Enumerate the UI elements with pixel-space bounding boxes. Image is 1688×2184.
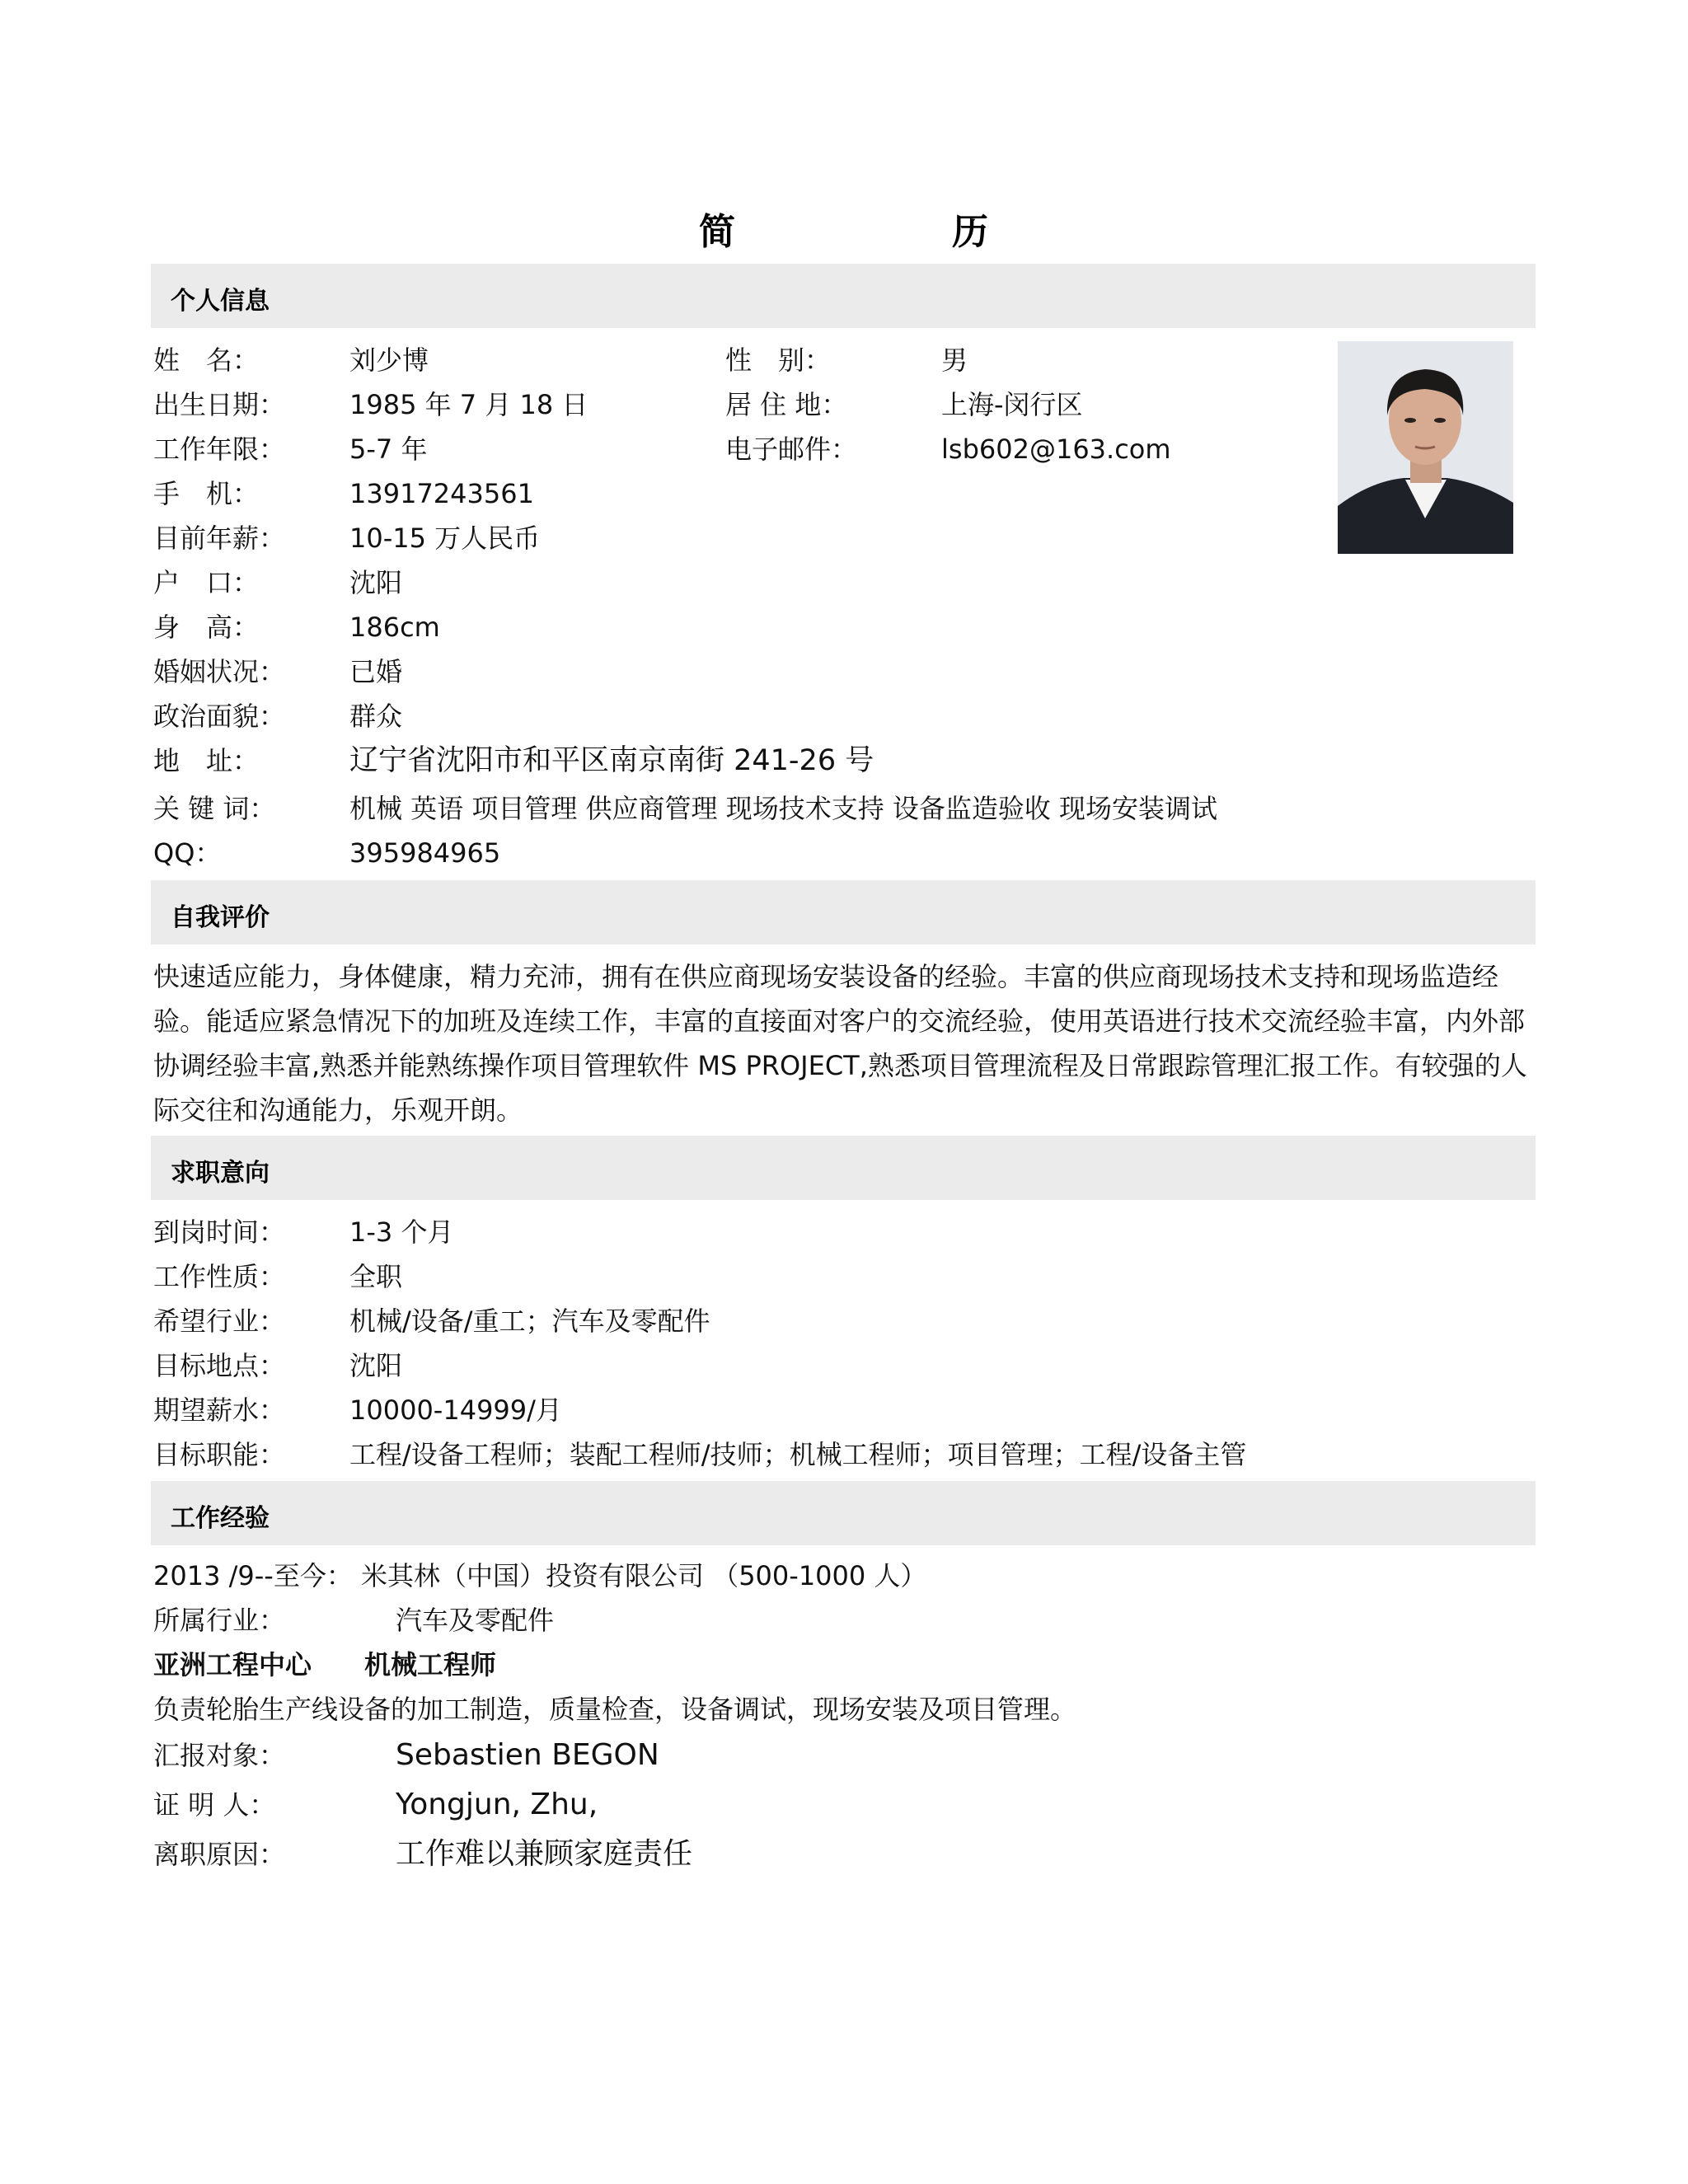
info-value: 沈阳	[349, 567, 403, 598]
work-report-row	[153, 1732, 659, 1779]
info-value: 395984965	[349, 837, 501, 869]
info-label: 居 住 地：	[725, 389, 848, 420]
info-label: QQ：	[153, 837, 222, 869]
work-value: Yongjun, Zhu,	[396, 1788, 598, 1821]
profile-photo	[1338, 341, 1513, 554]
info-label: 地 址：	[153, 745, 260, 776]
intent-label: 希望行业：	[153, 1305, 286, 1337]
info-label: 出生日期：	[153, 389, 286, 420]
work-label: 汇报对象：	[153, 1740, 286, 1771]
info-label: 政治面貌：	[153, 701, 286, 732]
info-value: 10-15 万人民币	[349, 523, 541, 554]
work-label: 所属行业：	[153, 1605, 286, 1636]
info-value: lsb602@163.com	[941, 434, 1171, 465]
intent-label: 工作性质：	[153, 1261, 286, 1292]
intent-value: 10000-14999/月	[349, 1394, 562, 1426]
work-leave-row	[153, 1831, 693, 1877]
info-value: 辽宁省沈阳市和平区南京南街 241-26 号	[349, 744, 874, 777]
section-title: 自我评价	[171, 903, 270, 932]
section-title: 工作经验	[171, 1504, 270, 1533]
info-label: 电子邮件：	[725, 434, 858, 465]
info-value: 1985 年 7 月 18 日	[349, 389, 588, 420]
info-value: 群众	[349, 701, 403, 732]
intent-value: 机械/设备/重工；汽车及零配件	[349, 1305, 710, 1337]
work-value: 工作难以兼顾家庭责任	[396, 1837, 693, 1871]
work-label: 离职原因：	[153, 1839, 286, 1870]
section-job-intention	[151, 1136, 1536, 1200]
info-value: 13917243561	[349, 478, 534, 509]
title-char-2: 历	[952, 211, 988, 253]
info-label: 目前年薪：	[153, 523, 286, 554]
work-label: 证 明 人：	[153, 1789, 276, 1821]
work-industry-row	[153, 1597, 555, 1643]
work-period-company: 2013 /9--至今： 米其林（中国）投资有限公司 （500-1000 人）	[153, 1560, 927, 1591]
intent-value: 1-3 个月	[349, 1216, 454, 1248]
info-label: 工作年限：	[153, 434, 286, 465]
info-label: 性 别：	[725, 344, 832, 376]
work-value: 汽车及零配件	[396, 1605, 555, 1636]
intent-label: 期望薪水：	[153, 1394, 286, 1426]
intent-value: 全职	[349, 1261, 403, 1292]
self-evaluation-text: 快速适应能力，身体健康，精力充沛，拥有在供应商现场安装设备的经验。丰富的供应商现场技术支持和现场监造经验。能适应紧急情况下的加班及连续工作，丰富的直接面对客户的交流经验，使用英语进行技术交流经验丰富，内外部协调经验丰富,熟悉并能熟练操作项目管理软件 MS PROJECT,熟悉项目管理流程及日常跟踪管理汇报工作。有较强的人际交往和沟通能力，乐观开朗。	[153, 961, 1527, 1126]
title-char-1: 简	[699, 211, 735, 253]
info-value: 机械 英语 项目管理 供应商管理 现场技术支持 设备监造验收 现场安装调试	[349, 793, 1218, 824]
info-value: 5-7 年	[349, 434, 428, 465]
info-label: 关 键 词：	[153, 793, 276, 824]
info-label: 手 机：	[153, 478, 260, 509]
info-label: 姓 名：	[153, 344, 260, 376]
resume-title	[0, 202, 1688, 260]
intent-label: 到岗时间：	[153, 1216, 286, 1248]
section-title: 个人信息	[171, 287, 270, 316]
intent-value: 沈阳	[349, 1350, 403, 1381]
info-value: 186cm	[349, 612, 440, 643]
intent-label: 目标职能：	[153, 1439, 286, 1470]
work-duty: 负责轮胎生产线设备的加工制造，质量检查，设备调试，现场安装及项目管理。	[153, 1694, 1077, 1725]
intent-label: 目标地点：	[153, 1350, 286, 1381]
section-work-experience	[151, 1481, 1536, 1545]
section-self-evaluation	[151, 880, 1536, 944]
info-label: 户 口：	[153, 567, 260, 598]
work-dept-title: 亚洲工程中心 机械工程师	[153, 1649, 497, 1680]
info-value: 已婚	[349, 656, 403, 687]
info-label: 身 高：	[153, 612, 260, 643]
info-value: 刘少博	[349, 344, 429, 376]
intent-value: 工程/设备工程师；装配工程师/技师；机械工程师；项目管理；工程/设备主管	[349, 1439, 1247, 1470]
info-value: 上海-闵行区	[941, 389, 1083, 420]
section-personal-info	[151, 264, 1536, 328]
work-reference-row	[153, 1782, 598, 1828]
work-value: Sebastien BEGON	[396, 1738, 659, 1772]
section-title: 求职意向	[171, 1159, 270, 1188]
info-label: 婚姻状况：	[153, 656, 286, 687]
info-value: 男	[941, 344, 968, 376]
